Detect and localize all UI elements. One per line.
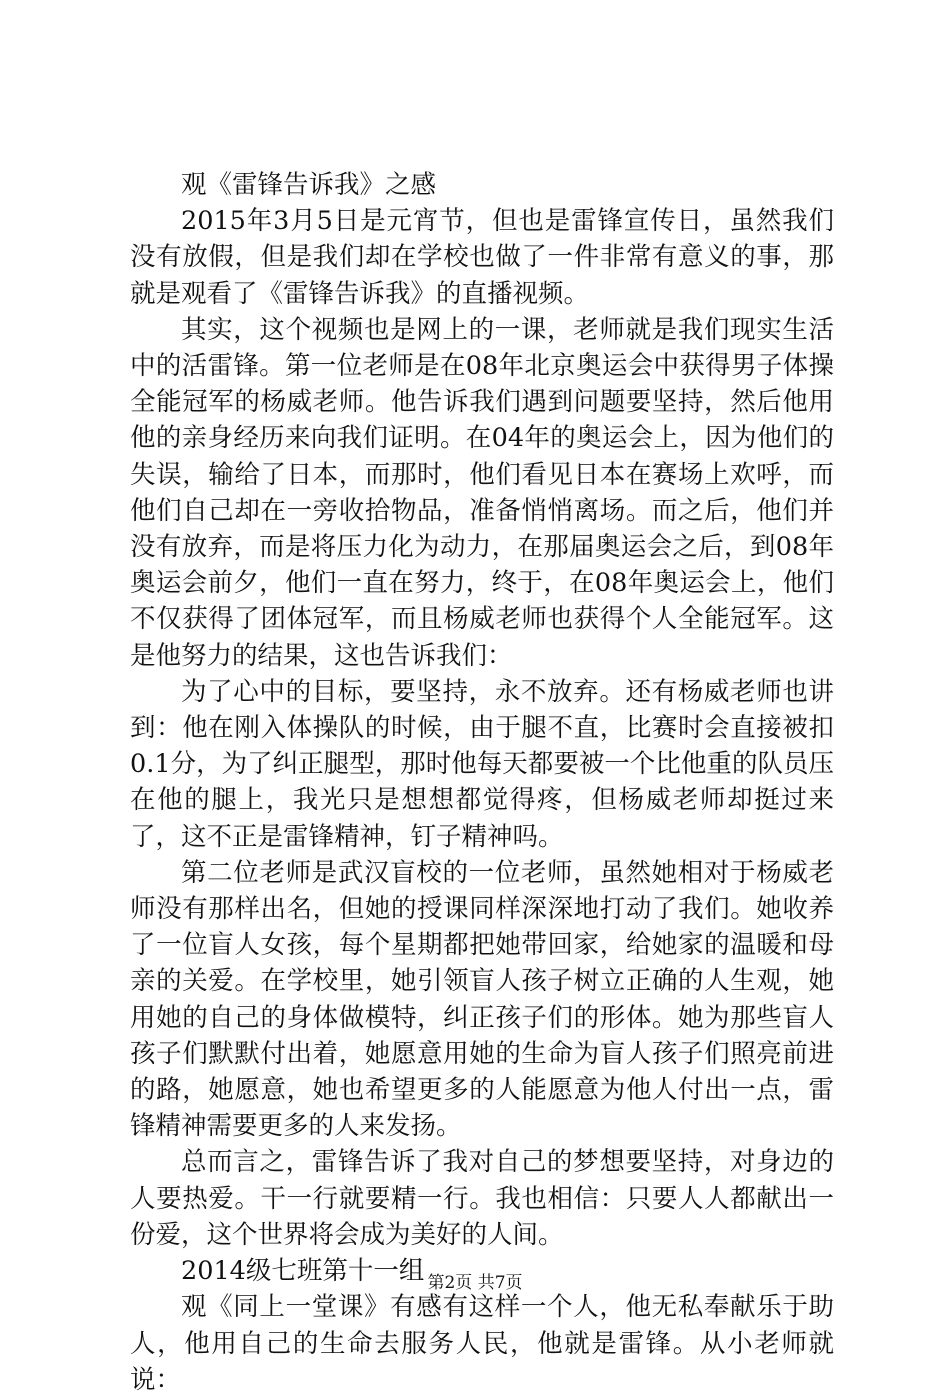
essay-title: 观《雷锋告诉我》之感 [181, 170, 437, 200]
paragraph: 2015年3月5日是元宵节，但也是雷锋宣传日，虽然我们没有放假，但是我们却在学校也做了一件非常有意义的事，那就是观看了《雷锋告诉我》的直播视频。 [130, 206, 834, 309]
paragraph: 观《同上一堂课》有感有这样一个人，他无私奉献乐于助人，他用自己的生命去服务人民，他就是雷锋。从小老师就说： [130, 1292, 834, 1395]
document-body [130, 167, 834, 1398]
paragraph: 总而言之，雷锋告诉了我对自己的梦想要坚持，对身边的人要热爱。干一行就要精一行。我也相信：只要人人都献出一份爱，这个世界将会成为美好的人间。 [130, 1147, 834, 1250]
page-number-footer: 第2页 共7页 [427, 1273, 523, 1293]
paragraph: 其实，这个视频也是网上的一课，老师就是我们现实生活中的活雷锋。第一位老师是在08年北京奥运会中获得男子体操全能冠军的杨威老师。他告诉我们遇到问题要坚持，然后他用他的亲身经历来向我们证明。在04年的奥运会上，因为他们的失误，输给了日本，而那时，他们看见日本在赛场上欢呼，而他们自己却在一旁收拾物品，准备悄悄离场。而之后，他们并没有放弃，而是将压力化为动力，在那届奥运会之后，到08年奥运会前夕，他们一直在努力，终于，在08年奥运会上，他们不仅获得了团体冠军，而且杨威老师也获得个人全能冠军。这是他努力的结果，这也告诉我们： [130, 314, 834, 671]
paragraph: 为了心中的目标，要坚持，永不放弃。还有杨威老师也讲到：他在刚入体操队的时候，由于腿不直，比赛时会直接被扣0.1分，为了纠正腿型，那时他每天都要被一个比他重的队员压在他的腿上，我光只是想想都觉得疼，但杨威老师却挺过来了，这不正是雷锋精神，钉子精神吗。 [130, 676, 834, 852]
paragraph: 第二位老师是武汉盲校的一位老师，虽然她相对于杨威老师没有那样出名，但她的授课同样深深地打动了我们。她收养了一位盲人女孩，每个星期都把她带回家，给她家的温暖和母亲的关爱。在学校里，她引领盲人孩子树立正确的人生观，她用她的自己的身体做模特，纠正孩子们的形体。她为那些盲人孩子们默默付出着，她愿意用她的生命为盲人孩子们照亮前进的路，她愿意，她也希望更多的人能愿意为他人付出一点，雷锋精神需要更多的人来发扬。 [130, 857, 834, 1142]
author-signature: 2014级七班第十一组 [181, 1256, 425, 1287]
